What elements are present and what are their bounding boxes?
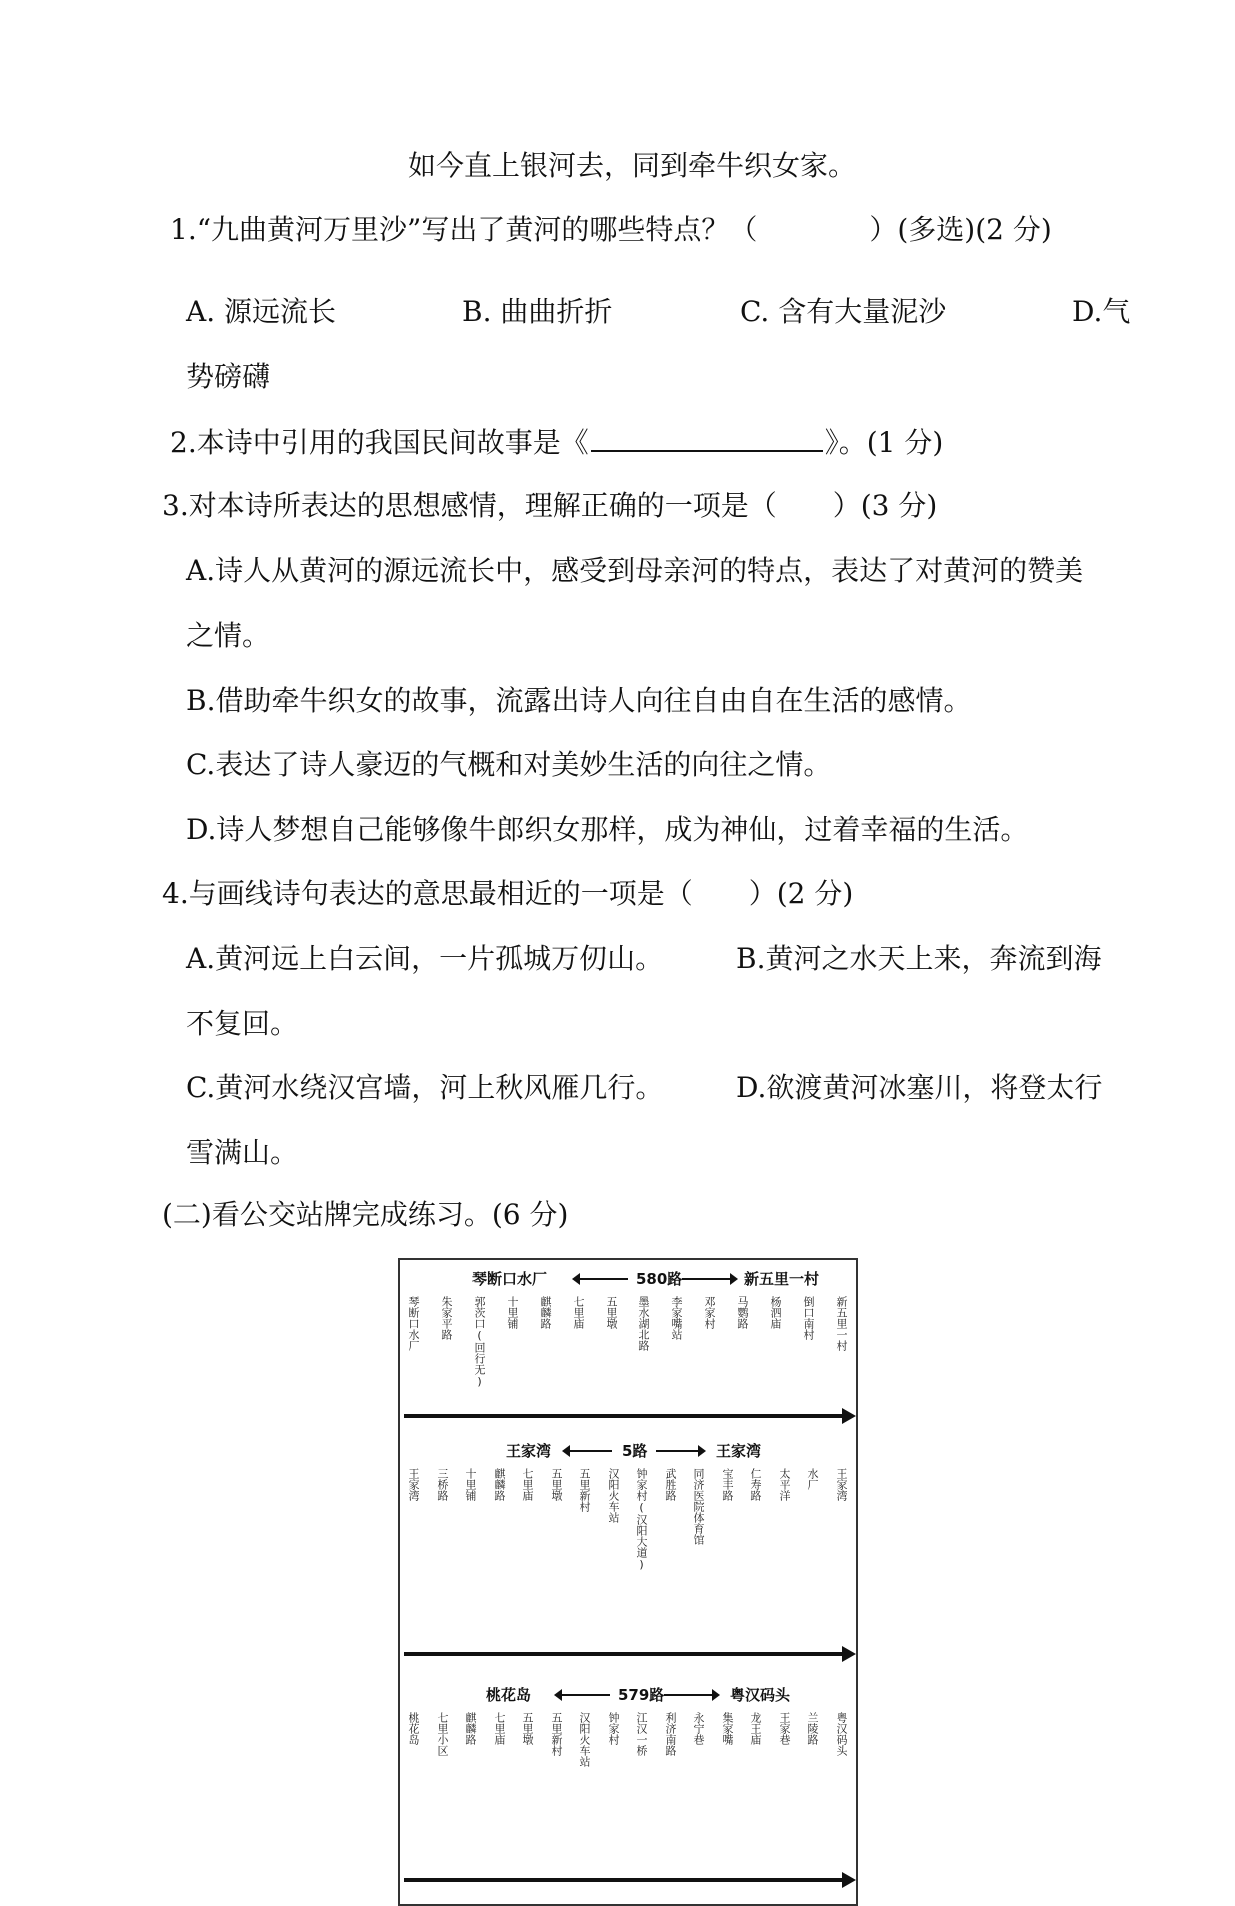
question-4-option-c: C.黄河水绕汉宫墙，河上秋风雁几行。 — [186, 1071, 664, 1104]
question-4-option-b-wrap: 不复回。 — [186, 1007, 299, 1040]
stop-list — [406, 1468, 850, 1578]
bus-stop-label: 永宁巷 — [692, 1712, 705, 1745]
question-4-option-d-wrap: 雪满山。 — [186, 1136, 299, 1169]
question-2-after: 》。(1 分) — [824, 426, 944, 459]
bus-stop-label: 集家嘴 — [721, 1712, 734, 1745]
route-number: 580路 — [636, 1270, 683, 1288]
bus-stop-label: 七里庙 — [521, 1468, 534, 1501]
bus-stop-label: 钟家村 — [607, 1712, 620, 1745]
arrow-left-icon — [578, 1278, 628, 1280]
left-terminal: 王家湾 — [506, 1442, 552, 1460]
arrow-right-icon — [656, 1450, 700, 1452]
question-3-option-a-wrap: 之情。 — [186, 619, 271, 652]
question-3-option-c: C.表达了诗人豪迈的气概和对美妙生活的向往之情。 — [186, 748, 832, 781]
section-2-title: (二)看公交站牌完成练习。(6 分) — [162, 1198, 569, 1231]
bus-stop-label: 汉阳火车站 — [578, 1712, 591, 1767]
bus-stop-label: 七里小区 — [436, 1712, 449, 1756]
left-terminal: 桃花岛 — [486, 1686, 532, 1704]
route-number: 5路 — [622, 1442, 648, 1460]
route-number: 579路 — [618, 1686, 665, 1704]
right-terminal: 粤汉码头 — [730, 1686, 791, 1704]
direction-bar — [404, 1652, 844, 1656]
bus-stop-label: 朱家平路 — [440, 1296, 453, 1340]
bus-stop-label: 七里庙 — [572, 1296, 585, 1329]
question-2 — [170, 424, 943, 461]
arrow-left-icon — [560, 1694, 610, 1696]
bus-stop-label: 龙王庙 — [749, 1712, 762, 1745]
bus-stop-label: 麒麟路 — [539, 1296, 552, 1329]
bus-stop-label: 武胜路 — [664, 1468, 677, 1501]
route-header — [400, 1438, 856, 1464]
bus-stop-label: 杨泗庙 — [769, 1296, 782, 1329]
route-579 — [400, 1682, 856, 1892]
left-terminal: 琴断口水厂 — [472, 1270, 548, 1288]
answer-blank[interactable] — [591, 424, 823, 452]
bus-stop-label: 利济南路 — [664, 1712, 677, 1756]
bus-stop-label: 兰陵路 — [806, 1712, 819, 1745]
bus-stop-label: 太平洋 — [778, 1468, 791, 1501]
stop-list — [406, 1712, 850, 1822]
question-4-option-d: D.欲渡黄河冰塞川，将登太行 — [736, 1071, 1103, 1104]
question-3-option-d: D.诗人梦想自己能够像牛郎织女那样，成为神仙，过着幸福的生活。 — [186, 813, 1029, 846]
route-header — [400, 1266, 856, 1292]
question-1-option-c: C. 含有大量泥沙 — [740, 295, 947, 328]
question-3-stem: 3.对本诗所表达的思想感情，理解正确的一项是（ ）(3 分) — [162, 489, 938, 522]
direction-bar — [404, 1878, 844, 1882]
bus-stop-label: 桃花岛 — [407, 1712, 420, 1745]
question-1-option-b: B. 曲曲折折 — [462, 295, 613, 328]
question-4-option-a: A.黄河远上白云间，一片孤城万仞山。 — [186, 942, 664, 975]
bus-stop-label: 王家湾 — [835, 1468, 848, 1501]
bus-stop-label: 五里墩 — [550, 1468, 563, 1501]
bus-stop-label: 钟家村(汉阳大道) — [635, 1468, 648, 1571]
bus-stop-label: 粤汉码头 — [835, 1712, 848, 1756]
arrow-left-icon — [568, 1450, 612, 1452]
question-2-before: 2.本诗中引用的我国民间故事是《 — [170, 426, 589, 459]
bus-stop-label: 邓家村 — [703, 1296, 716, 1329]
question-1-option-a: A. 源远流长 — [186, 295, 337, 328]
direction-bar — [404, 1414, 844, 1418]
stop-list — [406, 1296, 850, 1406]
question-1-stem: 1.“九曲黄河万里沙”写出了黄河的哪些特点？（ ）(多选)(2 分) — [170, 213, 1052, 246]
bus-stop-label: 汉阳火车站 — [607, 1468, 620, 1523]
bus-stop-label: 五里墩 — [521, 1712, 534, 1745]
bus-stop-label: 五里新村 — [550, 1712, 563, 1756]
route-5 — [400, 1438, 856, 1668]
bus-stop-label: 麒麟路 — [464, 1712, 477, 1745]
question-4-stem: 4.与画线诗句表达的意思最相近的一项是（ ）(2 分) — [162, 877, 854, 910]
bus-stop-label: 五里墩 — [605, 1296, 618, 1329]
bus-stop-label: 王家湾 — [407, 1468, 420, 1501]
bus-stop-label: 仁寿路 — [749, 1468, 762, 1501]
bus-stop-label: 五里新村 — [578, 1468, 591, 1512]
question-1-wrap: 势磅礴 — [186, 360, 271, 393]
arrow-right-icon — [664, 1694, 714, 1696]
bus-stop-label: 同济医院体育馆 — [692, 1468, 705, 1545]
bus-stop-label: 倒口南村 — [802, 1296, 815, 1340]
poem-line: 如今直上银河去，同到牵牛织女家。 — [408, 149, 857, 182]
bus-stop-label: 墨水湖北路 — [637, 1296, 650, 1351]
bus-stop-sign — [398, 1258, 858, 1906]
bus-stop-label: 七里庙 — [493, 1712, 506, 1745]
right-terminal: 王家湾 — [716, 1442, 762, 1460]
bus-stop-label: 李家嘴站 — [670, 1296, 683, 1340]
bus-stop-label: 新五里一村 — [835, 1296, 848, 1351]
arrow-right-icon — [682, 1278, 732, 1280]
question-4-option-b: B.黄河之水天上来，奔流到海 — [736, 942, 1102, 975]
bus-stop-label: 麒麟路 — [493, 1468, 506, 1501]
bus-stop-label: 郭茨口(回行无) — [473, 1296, 486, 1388]
question-1-option-d: D.气 — [1072, 295, 1131, 328]
bus-stop-label: 王家巷 — [778, 1712, 791, 1745]
route-580 — [400, 1266, 856, 1426]
bus-stop-label: 十里铺 — [506, 1296, 519, 1329]
bus-stop-label: 三桥路 — [436, 1468, 449, 1501]
route-header — [400, 1682, 856, 1708]
bus-stop-label: 水厂 — [806, 1468, 819, 1490]
question-3-option-b: B.借助牵牛织女的故事，流露出诗人向往自由自在生活的感情。 — [186, 684, 972, 717]
question-3-option-a: A.诗人从黄河的源远流长中，感受到母亲河的特点，表达了对黄河的赞美 — [186, 554, 1084, 587]
bus-stop-label: 江汉一桥 — [635, 1712, 648, 1756]
bus-stop-label: 宝丰路 — [721, 1468, 734, 1501]
bus-stop-label: 马鹦路 — [736, 1296, 749, 1329]
bus-stop-label: 十里铺 — [464, 1468, 477, 1501]
right-terminal: 新五里一村 — [744, 1270, 820, 1288]
bus-stop-label: 琴断口水厂 — [407, 1296, 420, 1351]
